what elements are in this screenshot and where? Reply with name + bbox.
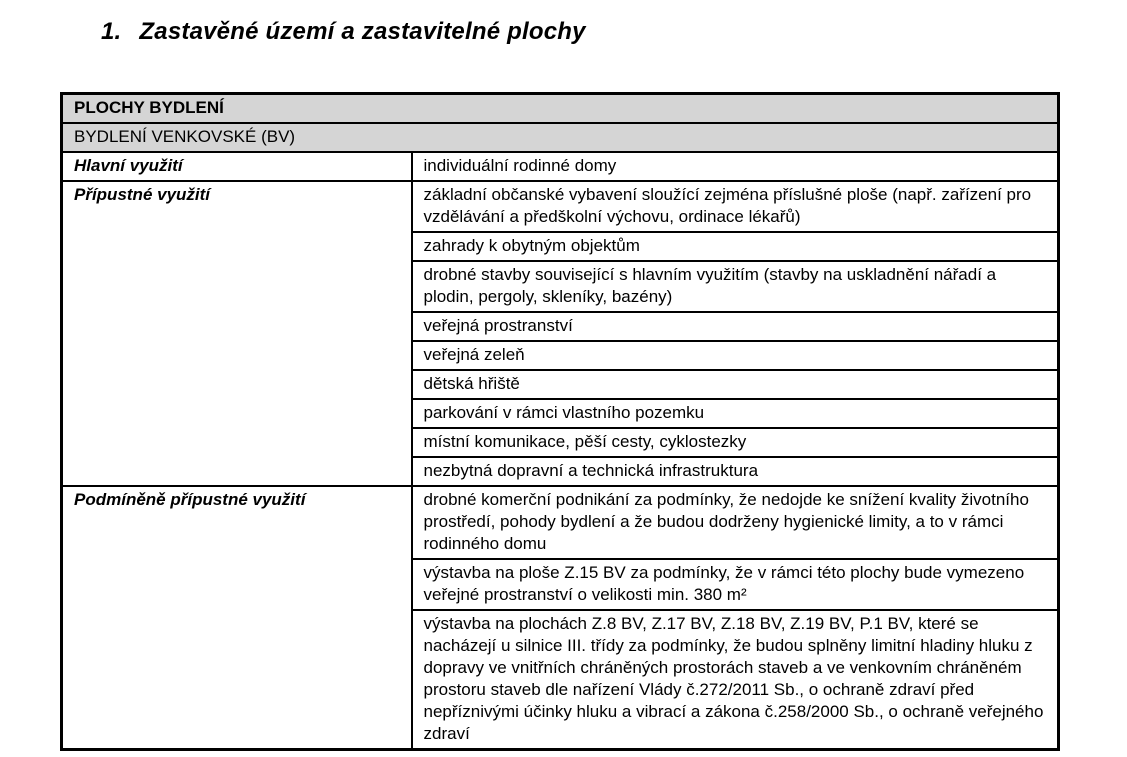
cell-pripustne-item: parkování v rámci vlastního pozemku: [412, 399, 1059, 428]
row-label-hlavni-vyuziti: Hlavní využití: [62, 152, 412, 181]
row-label-podminene-pripustne-vyuziti: Podmíněně přípustné využití: [62, 486, 412, 750]
cell-podminene-item: výstavba na plochách Z.8 BV, Z.17 BV, Z.18 BV, Z.19 BV, P.1 BV, které se nacházejí u silnice III. třídy za podmínky, že budou splněny limitní hladiny hluku z dopravy ve vnitřních chráněných prostorách staveb a ve venkovním chráněném prostoru staveb dle nařízení Vlády č.272/2011 Sb., o ochraně zdraví před nepříznivými účinky hluku a vibrací a zákona č.258/2000 Sb., o ochraně veřejného zdraví: [412, 610, 1059, 750]
heading-number: 1.: [101, 18, 122, 45]
cell-pripustne-item: nezbytná dopravní a technická infrastruktura: [412, 457, 1059, 486]
table-row-pripustne-1: [62, 181, 1059, 232]
page-title: [101, 18, 586, 46]
table-row-podminene-1: [62, 486, 1059, 559]
heading-text: Zastavěné území a zastavitelné plochy: [139, 18, 586, 45]
cell-pripustne-item: veřejná zeleň: [412, 341, 1059, 370]
zoning-table: [60, 92, 1060, 751]
cell-pripustne-item: dětská hřiště: [412, 370, 1059, 399]
cell-hlavni-vyuziti-value: individuální rodinné domy: [412, 152, 1059, 181]
section-header-bydleni-venkovske: BYDLENÍ VENKOVSKÉ (BV): [62, 123, 1059, 152]
cell-pripustne-item: místní komunikace, pěší cesty, cyklostezky: [412, 428, 1059, 457]
cell-pripustne-item: drobné stavby související s hlavním využitím (stavby na uskladnění nářadí a plodin, pergoly, skleníky, bazény): [412, 261, 1059, 312]
cell-pripustne-item: veřejná prostranství: [412, 312, 1059, 341]
cell-podminene-item: výstavba na ploše Z.15 BV za podmínky, že v rámci této plochy bude vymezeno veřejné prostranství o velikosti min. 380 m²: [412, 559, 1059, 610]
cell-podminene-item: drobné komerční podnikání za podmínky, že nedojde ke snížení kvality životního prostředí, pohody bydlení a že budou dodrženy hygienické limity, a to v rámci rodinného domu: [412, 486, 1059, 559]
cell-pripustne-item: zahrady k obytným objektům: [412, 232, 1059, 261]
row-label-pripustne-vyuziti: Přípustné využití: [62, 181, 412, 486]
table-row-hlavni-vyuziti: [62, 152, 1059, 181]
section-header-plochy-bydleni: PLOCHY BYDLENÍ: [62, 94, 1059, 124]
cell-pripustne-item: základní občanské vybavení sloužící zejména příslušné ploše (např. zařízení pro vzdělávání a předškolní výchovu, ordinace lékařů): [412, 181, 1059, 232]
table-header-row-secondary: [62, 123, 1059, 152]
table-header-row-primary: [62, 94, 1059, 124]
